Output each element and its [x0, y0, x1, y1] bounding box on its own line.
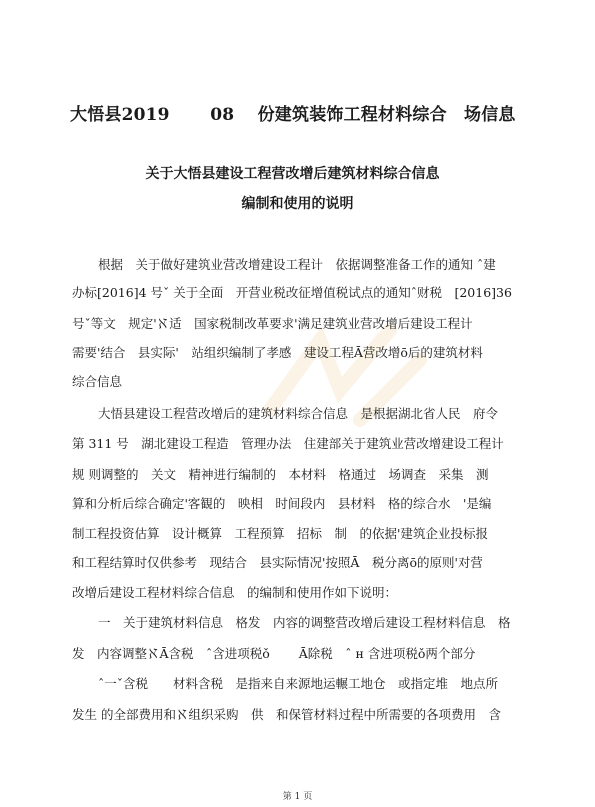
paragraph-line: 算和分析后综合确定'客観的 映相 时间段内 县材料 格的综合水 '是编 — [72, 496, 492, 511]
subtitle-line-1: 关于大悟县建设工程营改增后建筑材料综合信息 — [145, 166, 440, 182]
paragraph-line: 大悟县建设工程营改增后的建筑材料综合信息 是根据湖北省人民 府令 — [98, 406, 499, 421]
paragraph-line: 综合信息 — [72, 374, 123, 389]
paragraph-line: 第 311 号 湖北建设工程造 管理办法 住建部关于建筑业营改增建设工程计 — [72, 436, 504, 451]
paragraph-line: 制工程投资估算 设计概算 工程预算 招标 制 的依据'建筑企业投标报 — [72, 526, 488, 541]
paragraph-line: 发生 的全部费用和ℵ组织采购 供 和保管材料过程中所需要的各项费用 含 — [72, 707, 501, 722]
paragraph-line: 号ˇ等文 规定'ℵ适 国家税制改革要求'满足建筑业营改增后建设工程计 — [72, 316, 473, 331]
paragraph-line: 办标[2016]4 号ˇ 关于全面 开营业税改征增值税试点的通知ˆ财税 [2016]36 — [72, 285, 512, 300]
page-number-footer: 第 1 页 — [282, 792, 313, 802]
document-title: 大悟县2019 08 份建筑装饰工程材料综合 场信息 — [70, 105, 516, 125]
paragraph-line: ˆ一ˇ含税 材料含税 是指来自来源地运輾工地仓 或指定堆 地点所 — [98, 676, 499, 691]
paragraph-line: 规 则调整的 关文 精神进行编制的 本材料 格通过 场调查 采集 测 — [72, 467, 489, 482]
paragraph-line: 一 关于建筑材料信息 格发 内容的调整营改增后建设工程材料信息 格 — [98, 615, 511, 630]
subtitle-line-2: 编制和使用的说明 — [241, 196, 354, 212]
paragraph-line: 根据 关于做好建筑业营改增建设工程计 依据调整准备工作的通知 ˆ建 — [98, 257, 496, 272]
paragraph-line: 和工程结算时仅供参考 现结合 县实际情况'按照Ā 税分离ō的原则'对营 — [72, 555, 483, 570]
paragraph-line: 发 内容调整ℵĀ含税 ˆ含进项税ǒ Ā除税 ˆ н 含进项税ǒ两个部分 — [72, 646, 476, 661]
paragraph-line: 需要'结合 县实际' 站组织编制了孝感 建设工程Ā营改增ō后的建筑材料 — [72, 345, 483, 360]
paragraph-line: 改增后建设工程材料综合信息 的编制和使用作如下说明： — [72, 585, 398, 600]
